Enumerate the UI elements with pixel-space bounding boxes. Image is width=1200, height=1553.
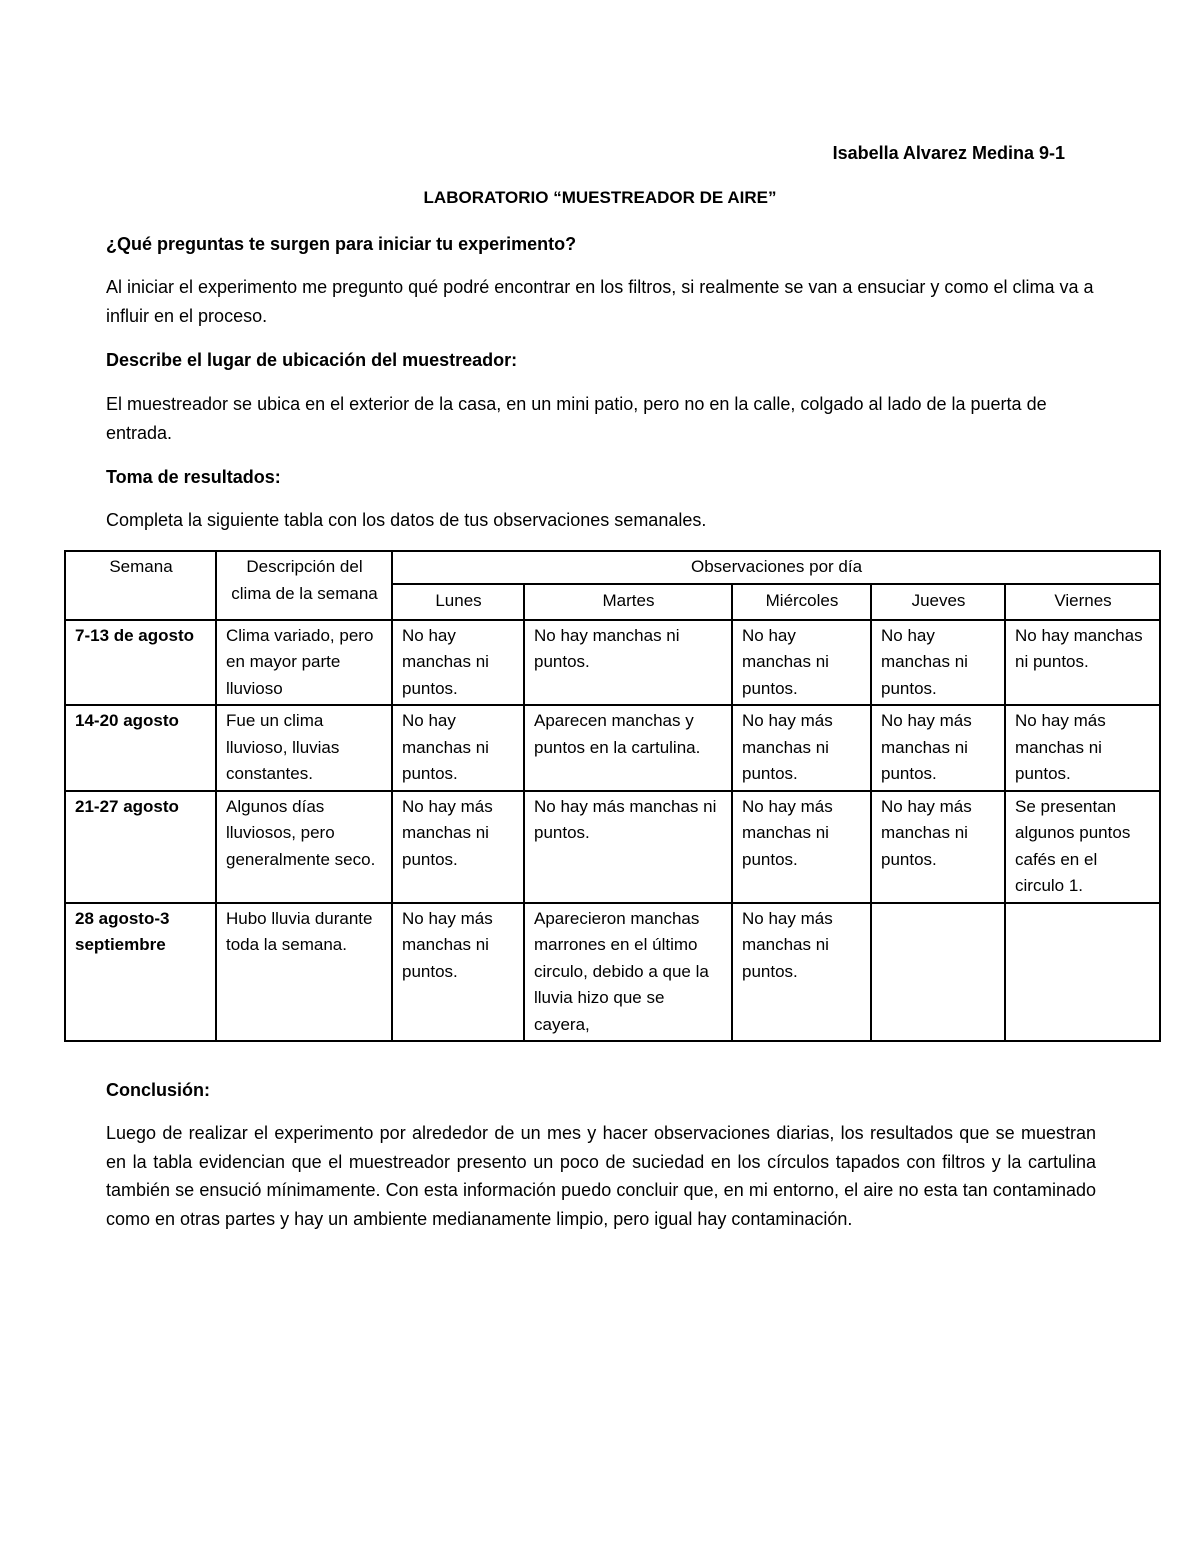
- observations-table: [64, 550, 1161, 1042]
- cell-jueves: [871, 903, 1005, 1042]
- header-day-lunes: Lunes: [392, 584, 524, 620]
- conclusion-body: Luego de realizar el experimento por alrededor de un mes y hacer observaciones diarias, los resultados que se muestran en la tabla evidencian que el muestreador presento un poco de suciedad en los círculos tapados con filtros y la cartulina también se ensució mínimamente. Con esta información puedo concluir que, en mi entorno, el aire no esta tan contaminado como en otras partes y hay un ambiente medianamente limpio, pero igual hay contaminación.: [106, 1123, 1096, 1229]
- question-2-answer: El muestreador se ubica en el exterior de la casa, en un mini patio, pero no en la calle, colgado al lado de la puerta de entrada.: [106, 394, 1047, 443]
- cell-miercoles: No hay más manchas ni puntos.: [732, 705, 871, 791]
- header-description: Descripción del clima de la semana: [216, 551, 392, 620]
- cell-week: 7-13 de agosto: [65, 620, 216, 706]
- cell-week: 14-20 agosto: [65, 705, 216, 791]
- cell-viernes: No hay más manchas ni puntos.: [1005, 705, 1160, 791]
- header-day-martes: Martes: [524, 584, 732, 620]
- question-2-heading: Describe el lugar de ubicación del muestreador:: [106, 350, 518, 370]
- cell-miercoles: No hay más manchas ni puntos.: [732, 791, 871, 903]
- cell-miercoles: No hay manchas ni puntos.: [732, 620, 871, 706]
- cell-lunes: No hay más manchas ni puntos.: [392, 791, 524, 903]
- cell-miercoles: No hay más manchas ni puntos.: [732, 903, 871, 1042]
- cell-week: 28 agosto-3 septiembre: [65, 903, 216, 1042]
- cell-lunes: No hay manchas ni puntos.: [392, 705, 524, 791]
- header-day-viernes: Viernes: [1005, 584, 1160, 620]
- header-observations: Observaciones por día: [392, 551, 1160, 584]
- cell-week: 21-27 agosto: [65, 791, 216, 903]
- cell-viernes: [1005, 903, 1160, 1042]
- cell-lunes: No hay más manchas ni puntos.: [392, 903, 524, 1042]
- cell-lunes: No hay manchas ni puntos.: [392, 620, 524, 706]
- cell-viernes: Se presentan algunos puntos cafés en el circulo 1.: [1005, 791, 1160, 903]
- table-row: [65, 705, 1160, 791]
- table-row: [65, 620, 1160, 706]
- cell-description: Hubo lluvia durante toda la semana.: [216, 903, 392, 1042]
- cell-description: Algunos días lluviosos, pero generalmente seco.: [216, 791, 392, 903]
- cell-martes: Aparecieron manchas marrones en el último circulo, debido a que la lluvia hizo que se cayera,: [524, 903, 732, 1042]
- cell-jueves: No hay manchas ni puntos.: [871, 620, 1005, 706]
- cell-description: Clima variado, pero en mayor parte lluvioso: [216, 620, 392, 706]
- cell-martes: No hay más manchas ni puntos.: [524, 791, 732, 903]
- table-row: [65, 791, 1160, 903]
- table-row: [65, 903, 1160, 1042]
- cell-martes: Aparecen manchas y puntos en la cartulina.: [524, 705, 732, 791]
- question-3-heading: Toma de resultados:: [106, 467, 281, 487]
- cell-description: Fue un clima lluvioso, lluvias constantes.: [216, 705, 392, 791]
- header-day-miercoles: Miércoles: [732, 584, 871, 620]
- question-1-answer: Al iniciar el experimento me pregunto qué podré encontrar en los filtros, si realmente se van a ensuciar y como el clima va a influir en el proceso.: [106, 277, 1094, 326]
- header-day-jueves: Jueves: [871, 584, 1005, 620]
- conclusion-heading: Conclusión:: [106, 1080, 210, 1100]
- question-1-heading: ¿Qué preguntas te surgen para iniciar tu experimento?: [106, 234, 577, 254]
- author-name: Isabella Alvarez Medina 9-1: [832, 143, 1065, 163]
- document-title: LABORATORIO “MUESTREADOR DE AIRE”: [423, 188, 777, 207]
- cell-viernes: No hay manchas ni puntos.: [1005, 620, 1160, 706]
- table-intro: Completa la siguiente tabla con los datos de tus observaciones semanales.: [106, 510, 707, 530]
- cell-jueves: No hay más manchas ni puntos.: [871, 705, 1005, 791]
- header-week: Semana: [65, 551, 216, 620]
- cell-jueves: No hay más manchas ni puntos.: [871, 791, 1005, 903]
- cell-martes: No hay manchas ni puntos.: [524, 620, 732, 706]
